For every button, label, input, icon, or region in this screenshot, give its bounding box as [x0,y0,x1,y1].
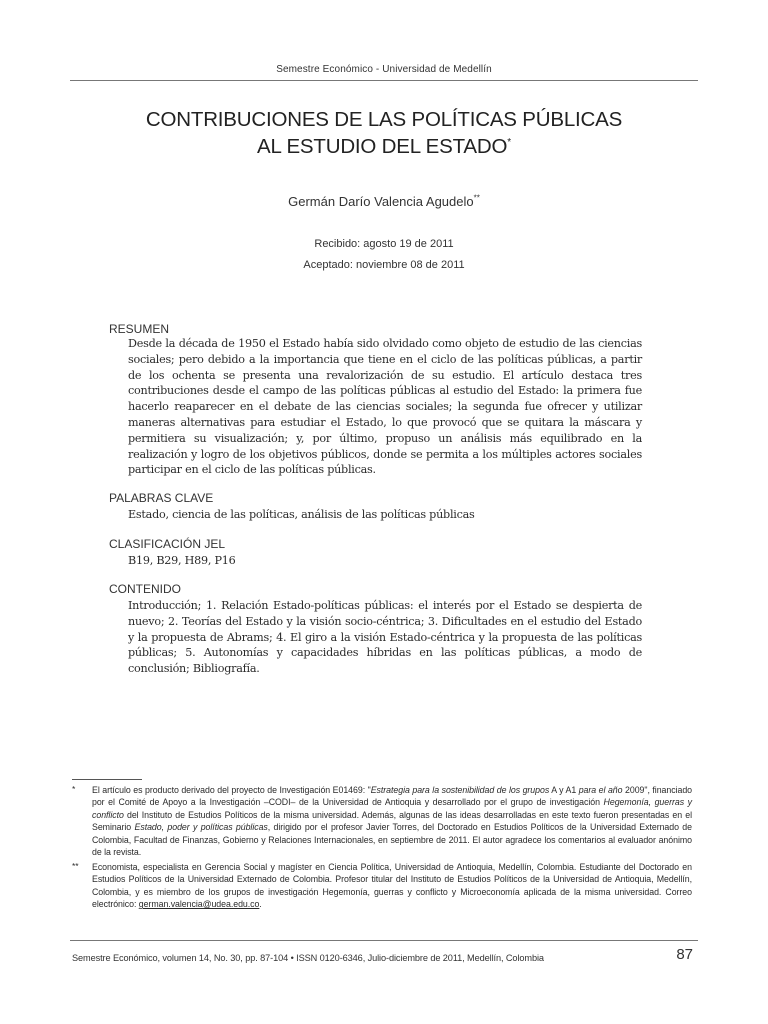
footnote-1-text-d: del Instituto de Estudios Políticos de la misma universidad. Además, algunas de las ideas desarrolladas en este texto fueron presentadas en el Seminario [92,809,692,833]
footnote-1-text-e: , dirigido por el profesor Javier Torres, del Doctorado en Estudios Políticos de la Universidad Externado de Colombia, Facultad de Finanzas, Gobierno y Relaciones Internacionales, en septiembre de 2011. El autor agradece los comentarios al evaluador anónimo de la revista. [92,822,692,858]
author-name: Germán Darío Valencia Agudelo [288,194,474,209]
palabras-clave-heading: PALABRAS CLAVE [109,491,214,505]
page-number: 87 [676,946,693,963]
footnote-1-italic-1: Estrategia para la sostenibilidad de los grupos [370,785,550,795]
footnote-1-italic-2: para el año [578,785,623,795]
article-title [0,106,768,160]
footnote-1-italic-4: Estado, poder y políticas públicas [134,822,268,833]
title-footnote-mark[interactable]: * [507,137,511,149]
palabras-clave-text: Estado, ciencia de las políticas, análisis de las políticas públicas [128,508,475,521]
title-line-2 [0,133,768,160]
footer-citation: Semestre Económico, volumen 14, No. 30, pp. 87-104 • ISSN 0120-6346, Julio-diciembre de 2011, Medellín, Colombia [72,953,544,963]
contenido-text: Introducción; 1. Relación Estado-políticas públicas: el interés por el Estado se despierta de nuevo; 2. Teorías del Estado y la visión socio-céntrica; 3. Dificultades en el estudio del Estado y la propuesta de Abrams; 4. El giro a la visión Estado-céntrica y la propuesta de las políticas públicas; 5. Autonomías y capacidades híbridas en las políticas públicas, a modo de conclusión; Bibliografía. [128,599,642,676]
footnote-2-end: . [259,899,262,910]
footnote-2-text: Economista, especialista en Gerencia Social y magíster en Ciencia Política, Universidad de Antioquia, Medellín, Colombia. Estudiante del Doctorado en Estudios Políticos de la Universidad Externado de Colombia. Profesor titular del Instituto de Estudios Políticos de la Universidad de Antioquia, Medellín, Colombia, y es miembro de los grupos de investigación Hegemonía, guerras y conflicto y Microeconomía aplicada de la misma universidad. Correo electrónico: [92,862,692,910]
accepted-date: Aceptado: noviembre 08 de 2011 [303,259,465,271]
footnote-1-italic-3: Hegemonía, guerras y conflicto [92,797,692,820]
header-rule [70,80,698,81]
author-email-link[interactable]: german.valencia@udea.edu.co [138,899,260,910]
footnote-1 [92,784,692,858]
footnote-1-text-c: 2009", financiado por el Comité de Apoyo a la Investigación –CODI– de la Universidad de Antioquia y desarrollado por el grupo de investigación [92,785,693,808]
clasificacion-heading: CLASIFICACIÓN JEL [109,537,226,551]
footnote-1-text-a: El artículo es producto derivado del proyecto de Investigación E01469: " [92,785,371,795]
author-footnote-mark[interactable]: ** [473,193,480,203]
resumen-text: Desde la década de 1950 el Estado había sido olvidado como objeto de estudio de las ciencias sociales; pero debido a la importancia que tiene en el ciclo de las políticas públicas, a partir de los ochenta se presenta una revalorización de su estudio. El artículo destaca tres contribuciones desde el campo de las políticas públicas al estudio del Estado: la primera fue hacerlo reaparecer en el debate de las ciencias sociales; la segunda fue ofrecer y utilizar maneras alternativas para estudiar el Estado, lo que provocó que se quitara la máscara y permitiera su visualización; y, por último, propuso un análisis más equilibrado en la realización y logro de los objetivos públicos, donde se permita a los múltiples actores sociales participar en el ciclo de las políticas públicas. [128,337,642,477]
title-line-1: CONTRIBUCIONES DE LAS POLÍTICAS PÚBLICAS [145,108,623,131]
footer-rule [70,940,698,941]
footnote-rule [72,779,142,780]
article-dates [0,234,768,276]
author-line [0,194,768,209]
footnote-1-text-b: A y A1 [549,785,579,795]
contenido-heading: CONTENIDO [109,582,181,596]
received-date: Recibido: agosto 19 de 2011 [314,238,454,250]
footnote-2-mark: ** [72,861,79,871]
footnote-2 [92,861,692,911]
clasificacion-text: B19, B29, H89, P16 [128,554,236,567]
running-head: Semestre Económico - Universidad de Medellín [276,64,492,75]
footnote-1-mark: * [72,784,76,794]
resumen-heading: RESUMEN [109,322,170,336]
title-line-2-text: AL ESTUDIO DEL ESTADO [257,135,508,158]
